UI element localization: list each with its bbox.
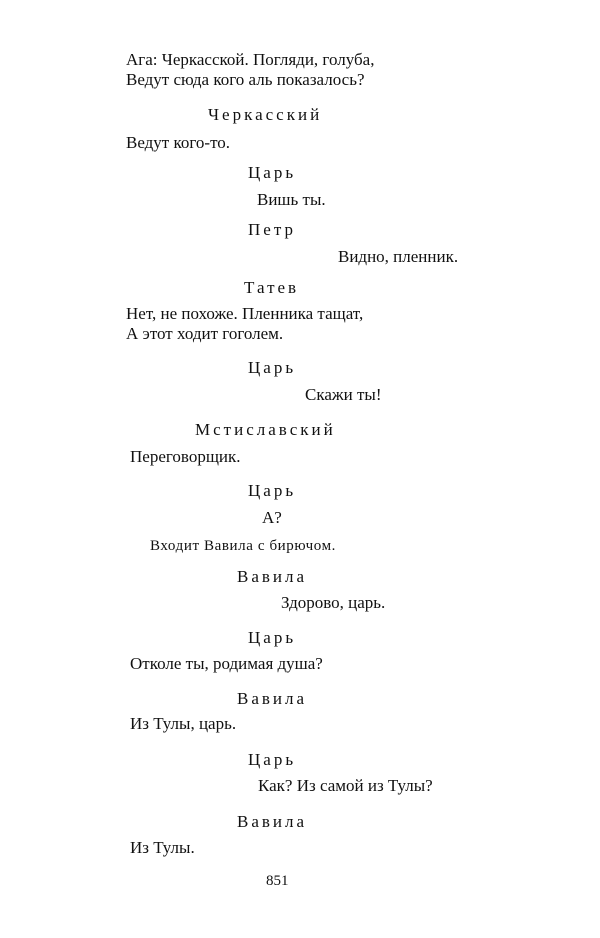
speaker-name: Царь — [248, 481, 297, 500]
verse-line: Ведут кого-то. — [126, 133, 231, 152]
stage-direction: Входит Вавила с бирючом. — [150, 538, 337, 554]
verse-line: Ведут сюда кого аль показалось? — [126, 70, 365, 89]
speaker-name: Царь — [248, 163, 297, 182]
verse-line: Вишь ты. — [257, 190, 326, 209]
speaker-name: Царь — [248, 628, 297, 647]
speaker-name: Вавила — [237, 812, 308, 831]
speaker-name: Вавила — [237, 567, 308, 586]
speaker-name: Петр — [248, 220, 296, 239]
speaker-name: Вавила — [237, 689, 308, 708]
page-number: 851 — [266, 873, 289, 889]
speaker-name: Мстиславский — [195, 420, 336, 439]
verse-line: Как? Из самой из Тулы? — [258, 776, 433, 795]
verse-line: Здорово, царь. — [281, 593, 386, 612]
verse-line: Скажи ты! — [305, 385, 382, 404]
verse-line: Из Тулы. — [130, 838, 195, 857]
verse-line: А? — [262, 508, 282, 527]
verse-line: Нет, не похоже. Пленника тащат, — [126, 304, 364, 323]
verse-line: Ага: Черкасской. Погляди, голуба, — [126, 50, 375, 69]
speaker-name: Царь — [248, 750, 297, 769]
speaker-name: Царь — [248, 358, 297, 377]
verse-line: Переговорщик. — [130, 447, 241, 466]
verse-line: Отколе ты, родимая душа? — [130, 654, 323, 673]
verse-line: А этот ходит гоголем. — [126, 324, 284, 343]
speaker-name: Татев — [244, 278, 300, 297]
speaker-name: Черкасский — [208, 105, 323, 124]
verse-line: Из Тулы, царь. — [130, 714, 237, 733]
verse-line: Видно, пленник. — [338, 247, 459, 266]
